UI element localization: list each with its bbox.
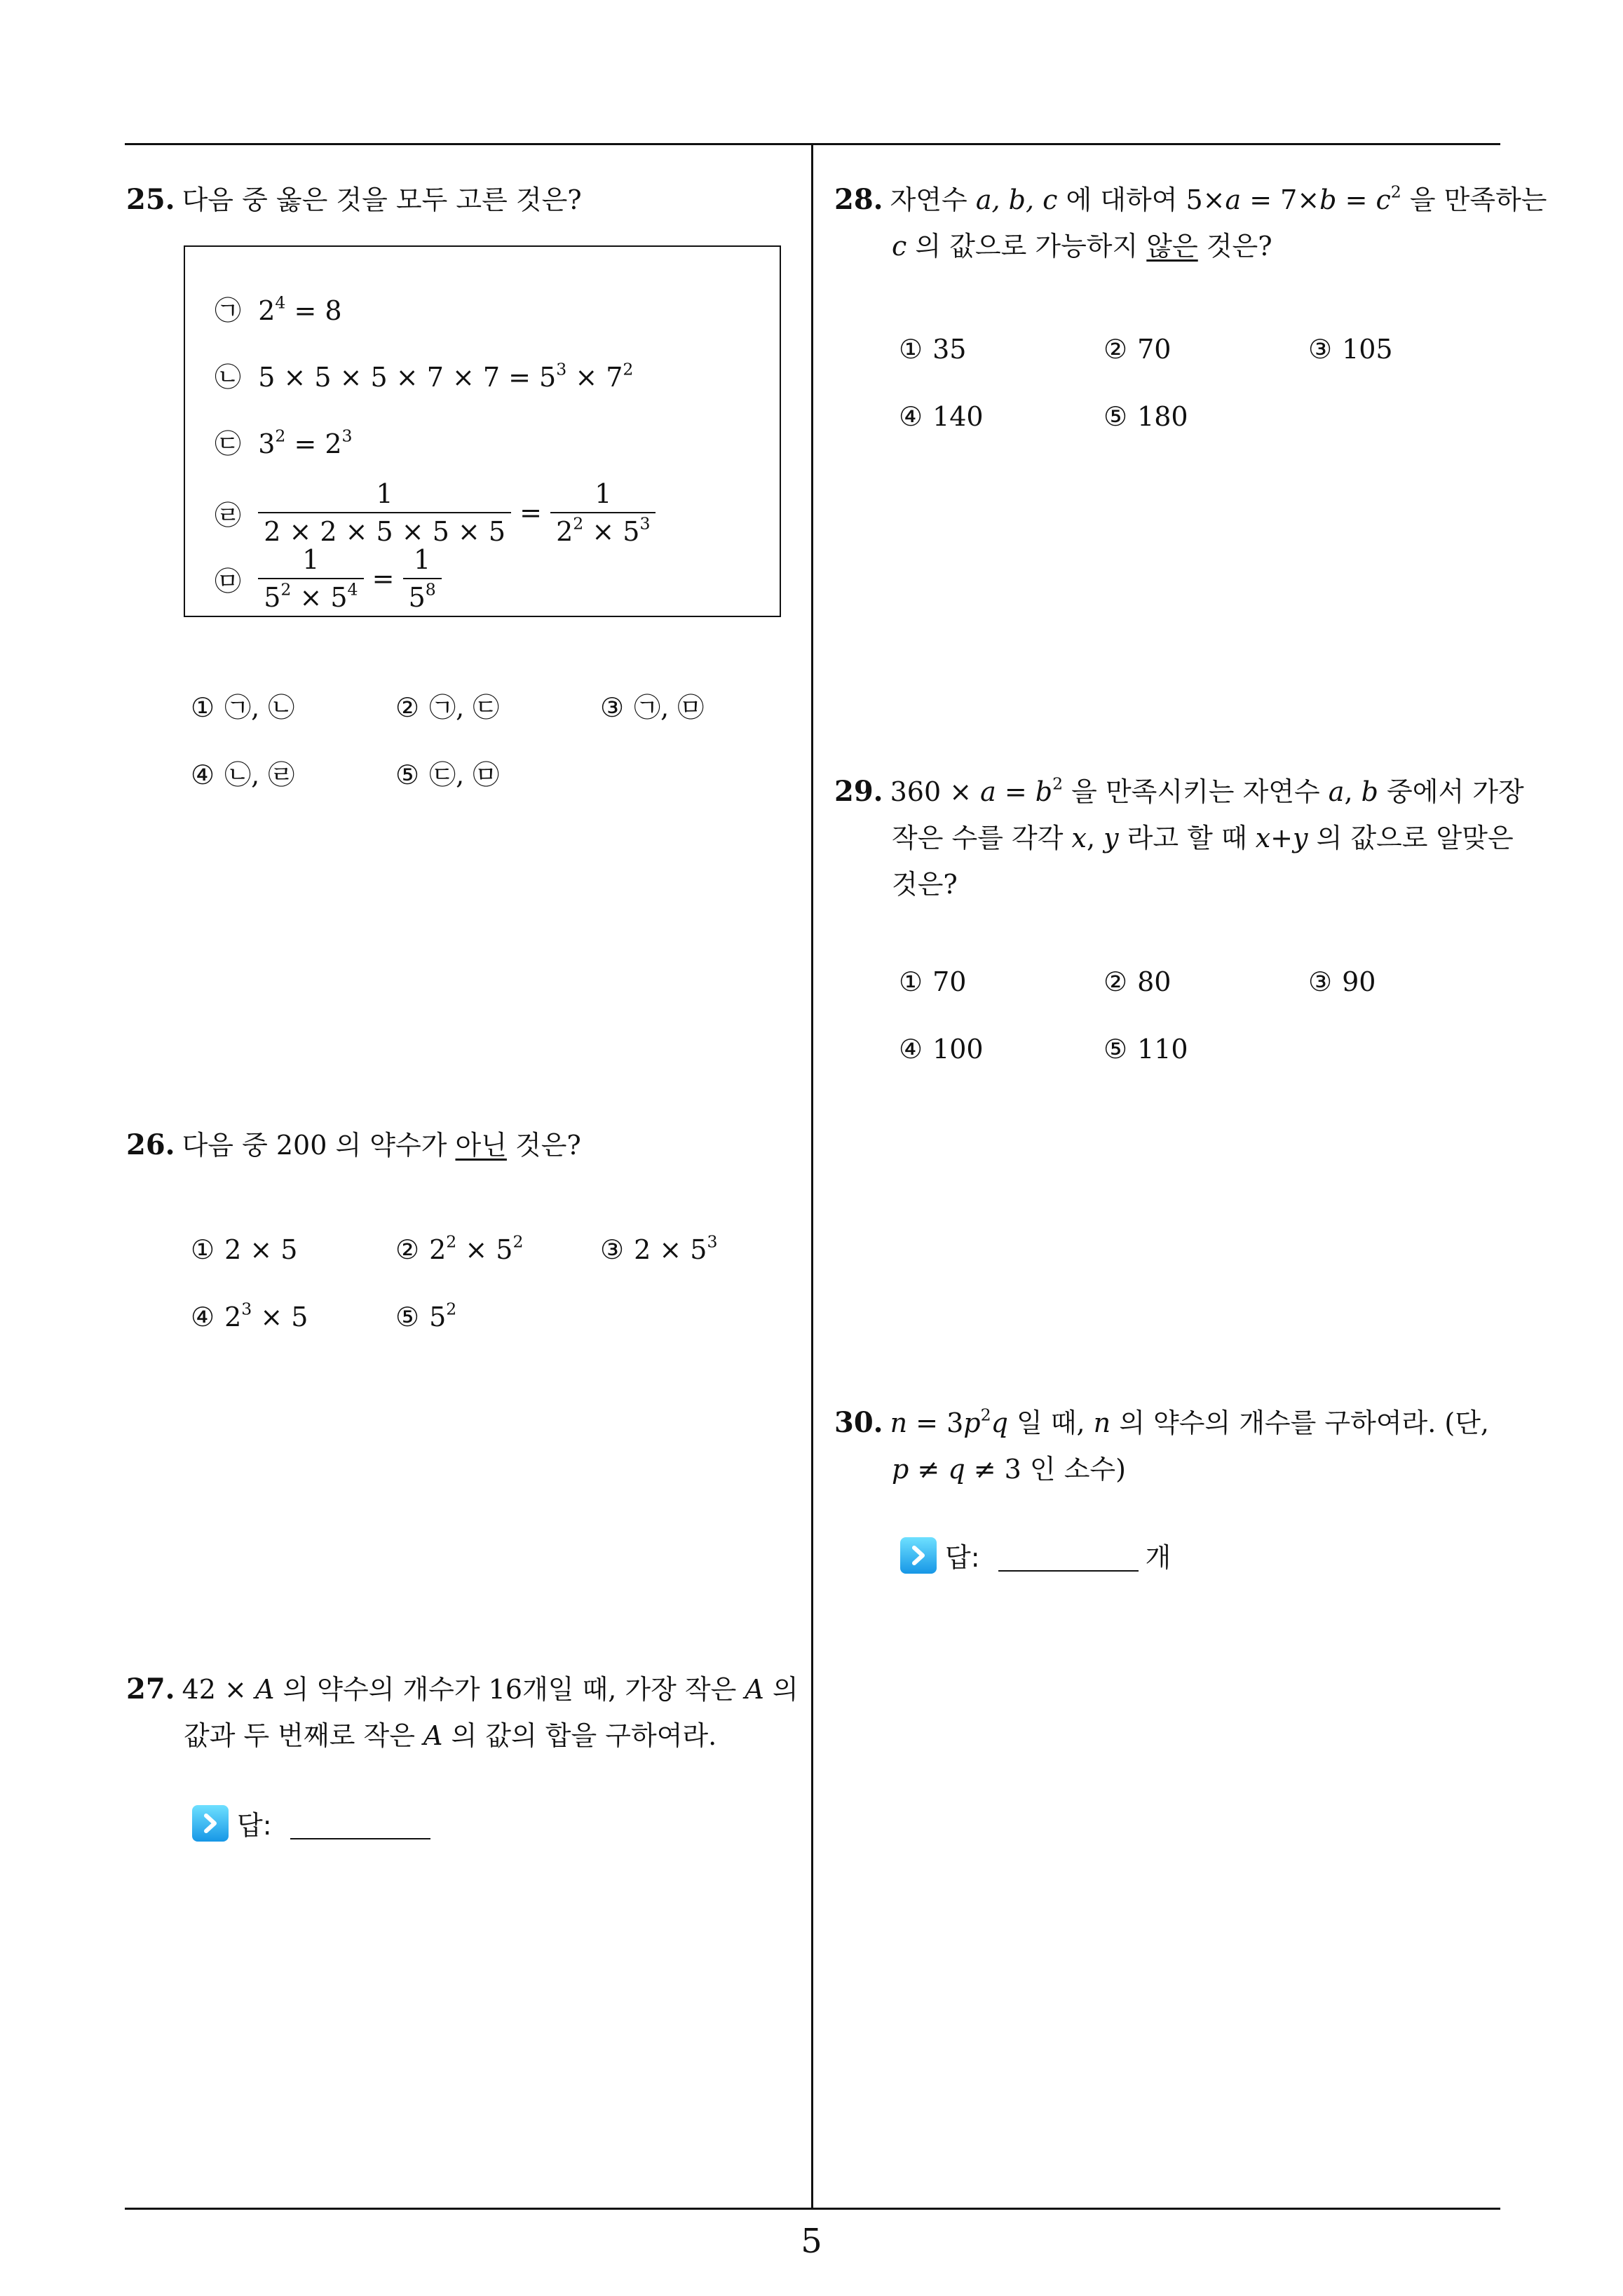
question-number: 26.: [126, 1128, 175, 1161]
arrow-icon: [192, 1805, 229, 1842]
answer-blank[interactable]: [998, 1539, 1139, 1572]
answer-unit: 개: [1145, 1542, 1172, 1573]
choice-2[interactable]: ② 80: [1103, 966, 1172, 997]
choice-1[interactable]: ① 2 × 5: [191, 1234, 298, 1265]
statement-c: ㉢ $3^2 = 2^3$: [215, 426, 353, 459]
question-number: 27.: [126, 1673, 175, 1706]
choice-3[interactable]: ③ 105: [1308, 334, 1393, 365]
question-26: 26. 다음 중 200 의 약수가 아닌 것은?: [126, 1128, 581, 1161]
choice-4[interactable]: ④ 100: [899, 1034, 984, 1065]
statement-e: ㉤ $\frac{1}{5^2 \times 5^4}$ = $\frac{1}{5^8}$: [215, 544, 442, 613]
question-number: 25.: [126, 183, 175, 216]
column-divider: [811, 144, 813, 2209]
question-number: 29.: [834, 775, 883, 808]
choice-3[interactable]: ③ 90: [1308, 966, 1376, 997]
choice-5[interactable]: ⑤ $5^2$: [395, 1299, 457, 1332]
choice-4[interactable]: ④ $2^3 \times 5$: [191, 1299, 308, 1332]
choice-3[interactable]: ③ $2 \times 5^3$: [600, 1231, 718, 1265]
choice-2[interactable]: ② ㉠, ㉢: [395, 692, 500, 723]
choice-5[interactable]: ⑤ 180: [1103, 401, 1188, 432]
question-25: [126, 177, 582, 223]
answer-label: 답:: [237, 1810, 272, 1841]
choice-1[interactable]: ① 35: [899, 334, 967, 365]
choice-1[interactable]: ① ㉠, ㉡: [191, 692, 295, 723]
answer-field-27[interactable]: [192, 1804, 430, 1842]
page-number: 5: [801, 2222, 822, 2261]
statement-a: ㉠ $2^4 = 8$: [215, 292, 342, 326]
answer-label: 답:: [945, 1542, 980, 1573]
bottom-rule: [125, 2208, 1500, 2210]
question-28: 28. 자연수 a, b, c 에 대하여 $5\times a = 7\times b = c^2$ 을 만족하는 c 의 값으로 가능하지 않은 것은?: [834, 182, 1547, 262]
question-number: 30.: [834, 1406, 883, 1439]
choice-5[interactable]: ⑤ 110: [1103, 1034, 1188, 1065]
statement-d: ㉣ $\frac{1}{2 \times 2 \times 5 \times 5 \times 5}$ = $\frac{1}{2^2 \times 5^3}$: [215, 478, 656, 547]
answer-blank[interactable]: [290, 1807, 430, 1839]
question-number: 28.: [834, 183, 883, 216]
choice-4[interactable]: ④ 140: [899, 401, 984, 432]
choice-2[interactable]: ② 70: [1103, 334, 1172, 365]
question-text: 다음 중 옳은 것을 모두 고른 것은?: [182, 184, 582, 215]
choice-2[interactable]: ② $2^2 \times 5^2$: [395, 1231, 524, 1265]
choice-5[interactable]: ⑤ ㉢, ㉤: [395, 759, 500, 790]
answer-field-30[interactable]: [900, 1536, 1171, 1574]
statement-b: ㉡ $5 \times 5 \times 5 \times 7 \times 7 = 5^3 \times 7^2$: [215, 359, 634, 393]
choice-1[interactable]: ① 70: [899, 966, 967, 997]
question-27: 27. 42 × A 의 약수의 개수가 16개일 때, 가장 작은 A 의 값과 두 번째로 작은 A 의 값의 합을 구하여라.: [126, 1673, 799, 1751]
question-30: 30. $n = 3p^2q$ 일 때, n 의 약수의 개수를 구하여라. (단, p ≠ q ≠ 3 인 소수): [834, 1405, 1490, 1485]
arrow-icon: [900, 1537, 937, 1574]
choice-3[interactable]: ③ ㉠, ㉤: [600, 692, 705, 723]
choice-4[interactable]: ④ ㉡, ㉣: [191, 759, 295, 790]
question-29: 29. $360 \times a = b^2$ 을 만족시키는 자연수 a, b 중에서 가장 작은 수를 각각 x, y 라고 할 때 x+y 의 값으로 알맞은 것은?: [834, 774, 1524, 900]
statement-box: [184, 245, 781, 617]
